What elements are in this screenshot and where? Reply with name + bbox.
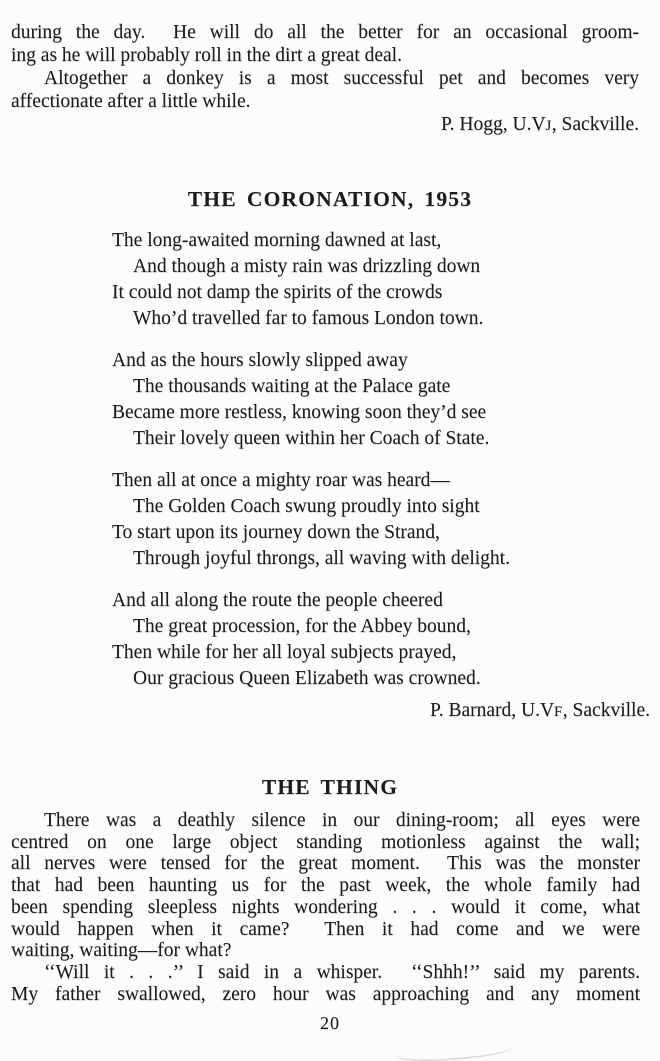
poem-line: Became more restless, knowing soon they’d see: [112, 402, 487, 423]
text-line: that had been haunting us for the past week, the whole family had: [11, 875, 640, 897]
text-line: There was a deathly silence in our dining-room; all eyes were: [44, 810, 640, 831]
stanza: [112, 228, 650, 332]
attribution-hogg: [11, 113, 639, 138]
poem-line: To start upon its journey down the Strand,: [112, 522, 440, 543]
poem-line: And though a misty rain was drizzling down: [133, 256, 481, 277]
paragraph: [11, 21, 639, 67]
poem-line: Our gracious Queen Elizabeth was crowned.: [133, 668, 481, 689]
text-line: waiting, waiting—for what?: [11, 940, 232, 962]
text-line: My father swallowed, zero hour was approaching and any moment: [11, 983, 640, 1005]
donkey-paragraphs: [11, 21, 639, 113]
attribution-pre: P. Hogg, U.V: [440, 114, 546, 135]
attribution-smallcap: J: [545, 118, 552, 134]
text-line: centred on one large object standing motionless against the wall;: [11, 831, 640, 853]
scan-artifact: [396, 1039, 515, 1061]
text-line: during the day. He will do all the better for an occasional groom-: [11, 22, 639, 43]
text-line: all nerves were tensed for the great moment. This was the monster: [11, 853, 640, 875]
poem-line: Who’d travelled far to famous London town.: [133, 308, 484, 329]
poem-line: Through joyful throngs, all waving with delight.: [133, 548, 510, 569]
poem-line: And all along the route the people cheered: [112, 590, 443, 611]
page-number: 20: [320, 1013, 340, 1033]
poem-body: [112, 228, 650, 692]
text-line: affectionate after a little while.: [11, 91, 251, 112]
poem-line: The Golden Coach swung proudly into sight: [133, 496, 480, 517]
text-line: Altogether a donkey is a most successful pet and becomes very: [44, 68, 639, 89]
poem-line: It could not damp the spirits of the crowds: [112, 282, 443, 303]
poem-section: [112, 228, 650, 725]
text-line: ing as he will probably roll in the dirt a great deal.: [11, 45, 402, 66]
attribution-smallcap: F: [554, 704, 563, 720]
attribution-post: , Sackville.: [551, 114, 639, 135]
attribution-barnard: [112, 698, 650, 725]
stanza: [112, 588, 650, 692]
poem-title: THE CORONATION, 1953: [187, 187, 473, 211]
stanza: [112, 348, 650, 452]
prose-section-donkey: [11, 21, 639, 138]
paragraph: [11, 962, 640, 1005]
poem-line: Then all at once a mighty roar was heard—: [112, 470, 450, 491]
poem-line: Their lovely queen within her Coach of State.: [133, 428, 490, 449]
stanza: [112, 468, 650, 572]
paragraph: [11, 810, 640, 962]
text-line: been spending sleepless nights wondering . . . would it come, what: [11, 896, 640, 918]
poem-line: And as the hours slowly slipped away: [112, 350, 408, 371]
attribution-pre: P. Barnard, U.V: [430, 700, 555, 721]
poem-line: Then while for her all loyal subjects prayed,: [112, 642, 457, 663]
prose-section-thing: [11, 810, 640, 1005]
attribution-post: , Sackville.: [562, 700, 650, 721]
story-title: THE THING: [261, 775, 399, 799]
poem-line: The great procession, for the Abbey bound,: [133, 616, 471, 637]
text-line: ‘‘Will it . . .’’ I said in a whisper. ‘‘Shhh!’’ said my parents.: [44, 961, 640, 983]
poem-line: The thousands waiting at the Palace gate: [133, 376, 451, 397]
text-line: would happen when it came? Then it had come and we were: [11, 918, 640, 940]
paragraph: [11, 67, 639, 113]
poem-line: The long-awaited morning dawned at last,: [112, 230, 442, 251]
story-paragraphs: [11, 810, 640, 1005]
